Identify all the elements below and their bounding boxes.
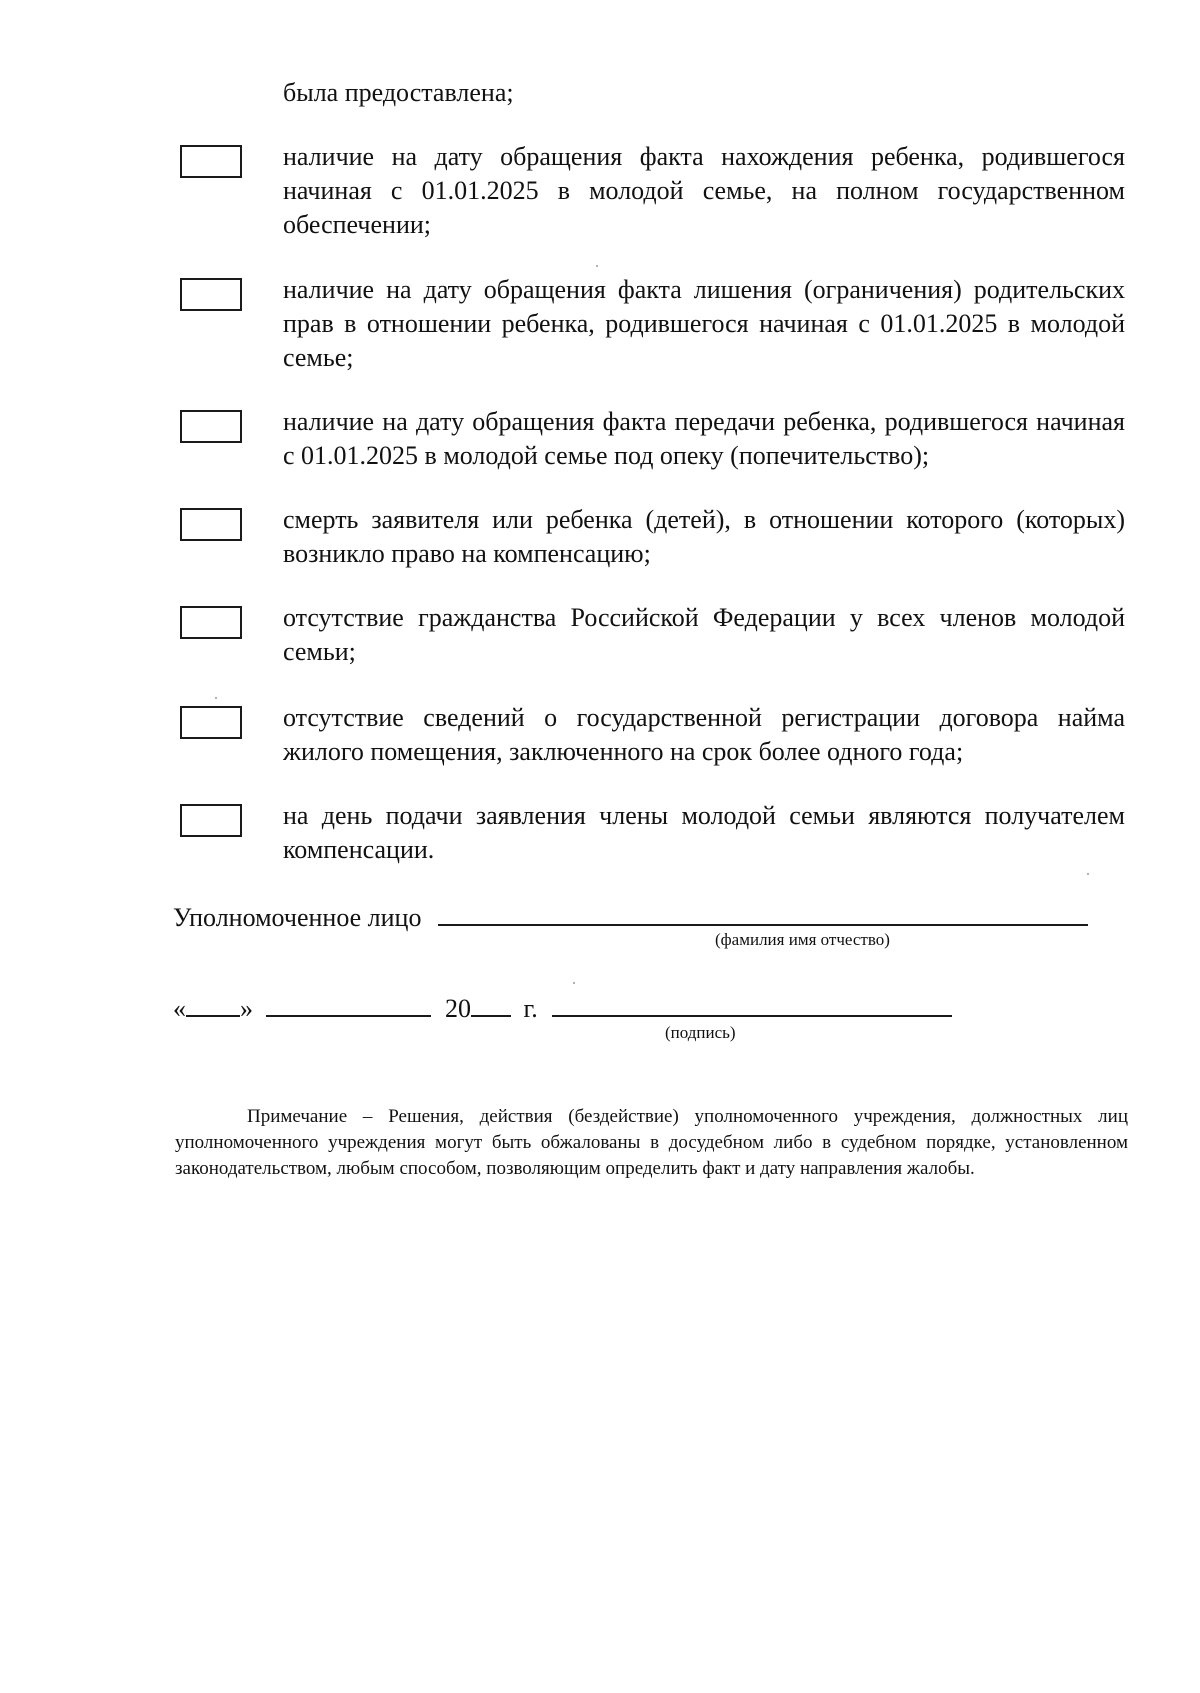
day-field[interactable] bbox=[186, 989, 240, 1017]
authorized-person-name-field[interactable] bbox=[438, 898, 1088, 926]
checkbox[interactable] bbox=[180, 706, 242, 739]
checkbox[interactable] bbox=[180, 145, 242, 178]
checklist-item-text: наличие на дату обращения факта нахождения ребенка, родившегося начиная с 01.01.2025 в молодой семье, на полном государственном обеспечении; bbox=[283, 142, 1125, 239]
checklist-item-text: смерть заявителя или ребенка (детей), в отношении которого (которых) возникло право на компенсацию; bbox=[283, 505, 1125, 568]
checkbox[interactable] bbox=[180, 804, 242, 837]
signature-field[interactable] bbox=[552, 989, 952, 1017]
scan-speck bbox=[573, 982, 575, 984]
checklist-item-text: наличие на дату обращения факта передачи ребенка, родившегося начиная с 01.01.2025 в молодой семье под опеку (попечительство); bbox=[283, 407, 1125, 470]
day-quote-close: » bbox=[240, 994, 253, 1023]
note-text: Примечание – Решения, действия (бездействие) уполномоченного учреждения, должностных лиц уполномоченного учреждения могут быть обжалованы в досудебном либо в судебном порядке, установленном законодательством, любым способом, позволяющим определить факт и дату направления жалобы. bbox=[175, 1106, 1128, 1179]
authorized-person-label: Уполномоченное лицо bbox=[173, 903, 422, 932]
scan-speck bbox=[215, 697, 217, 699]
checkbox[interactable] bbox=[180, 508, 242, 541]
checkbox[interactable] bbox=[180, 410, 242, 443]
checklist-item-text: наличие на дату обращения факта лишения (ограничения) родительских прав в отношении ребенка, родившегося начиная с 01.01.2025 в молодой семье; bbox=[283, 275, 1125, 372]
checklist-item-text: отсутствие сведений о государственной регистрации договора найма жилого помещения, заключенного на срок более одного года; bbox=[283, 703, 1125, 766]
scan-speck bbox=[1087, 873, 1089, 875]
year-field[interactable] bbox=[471, 989, 511, 1017]
year-suffix: г. bbox=[523, 994, 538, 1023]
day-quote-open: « bbox=[173, 994, 186, 1023]
year-prefix: 20 bbox=[445, 994, 471, 1023]
scan-speck bbox=[596, 265, 598, 267]
checklist-item-text: отсутствие гражданства Российской Федерации у всех членов молодой семьи; bbox=[283, 603, 1125, 666]
note-paragraph bbox=[175, 1104, 1128, 1182]
signature-caption: (подпись) bbox=[665, 1023, 736, 1042]
lead-line: была предоставлена; bbox=[283, 78, 514, 107]
checkbox[interactable] bbox=[180, 606, 242, 639]
checklist-item-text: на день подачи заявления члены молодой семьи являются получателем компенсации. bbox=[283, 801, 1125, 864]
checkbox[interactable] bbox=[180, 278, 242, 311]
date-signature-row bbox=[173, 989, 1123, 1026]
authorized-person-row bbox=[173, 898, 1123, 935]
month-field[interactable] bbox=[266, 989, 431, 1017]
name-caption: (фамилия имя отчество) bbox=[715, 930, 890, 949]
